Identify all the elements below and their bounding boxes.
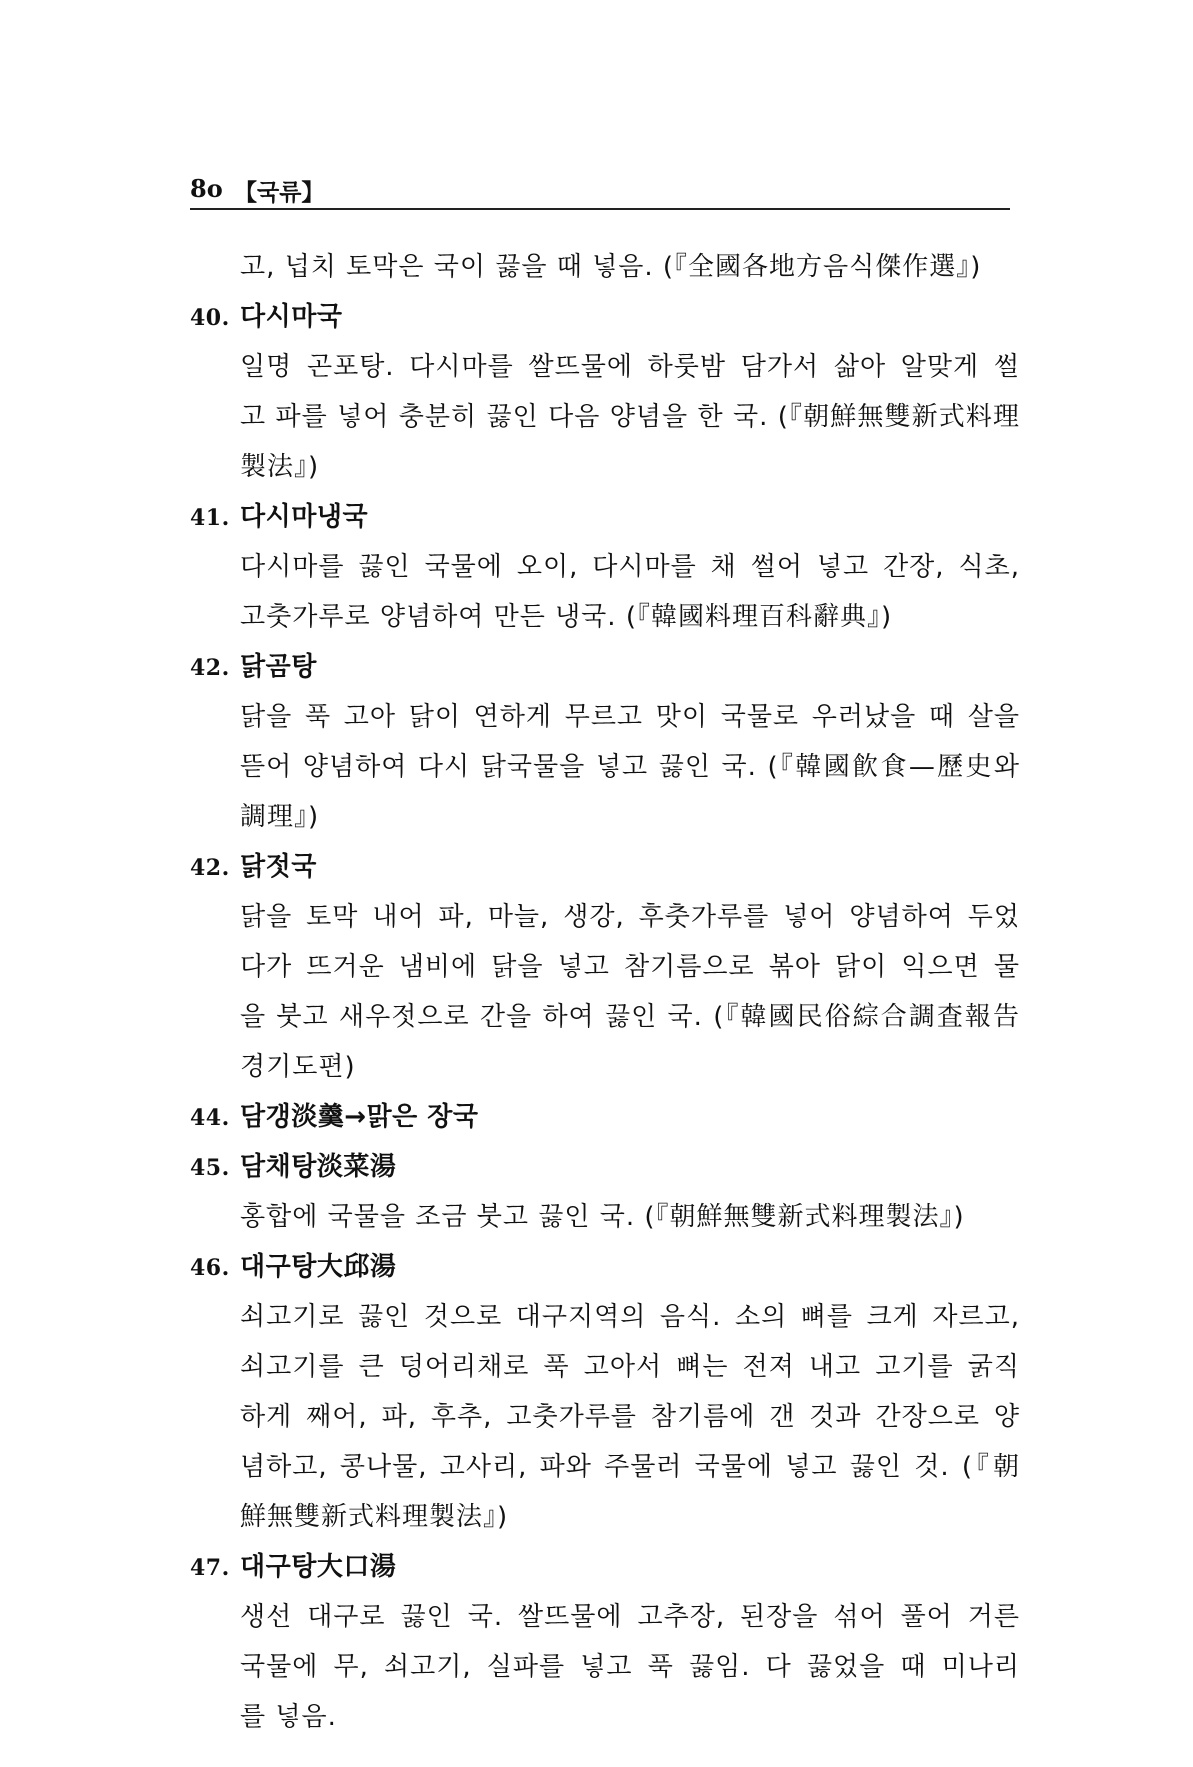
body-text-line: 고춧가루로 양념하여 만든 냉국. (『韓國料理百科辭典』) xyxy=(240,602,893,632)
entry-title: 닭젓국 xyxy=(240,852,317,882)
body-text-line: 하게 째어, 파, 후추, 고춧가루를 참기름에 갠 것과 간장으로 양 xyxy=(240,1402,1020,1432)
entry-number: 42. xyxy=(190,655,230,681)
section-title: 【국류】 xyxy=(234,180,325,206)
body-text-line: 경기도편) xyxy=(240,1052,356,1082)
body-text-line: 製法』) xyxy=(240,452,320,482)
body-text-line: 鮮無雙新式料理製法』) xyxy=(240,1502,509,1532)
body-text-line: 쇠고기를 큰 덩어리채로 푹 고아서 뼈는 전져 내고 고기를 굵직 xyxy=(240,1352,1020,1382)
body-text-line: 생선 대구로 끓인 국. 쌀뜨물에 고추장, 된장을 섞어 풀어 거른 xyxy=(240,1602,1020,1632)
body-text-line: 고, 넙치 토막은 국이 끓을 때 넣음. (『全國各地方음식傑作選』) xyxy=(240,252,982,282)
page-header xyxy=(190,170,1000,210)
body-text-line: 닭을 토막 내어 파, 마늘, 생강, 후춧가루를 넣어 양념하여 두었 xyxy=(240,902,1020,932)
entry-title: 닭곰탕 xyxy=(240,652,317,682)
page-content xyxy=(190,242,1020,1742)
entry-heading xyxy=(190,1142,1020,1192)
entry-heading xyxy=(190,1542,1020,1592)
entry-number: 47. xyxy=(190,1555,230,1581)
page-number: 8o xyxy=(190,174,223,203)
body-text-line: 고 파를 넣어 충분히 끓인 다음 양념을 한 국. (『朝鮮無雙新式料理 xyxy=(240,402,1020,432)
body-text-line: 다가 뜨거운 냄비에 닭을 넣고 참기름으로 볶아 닭이 익으면 물 xyxy=(240,952,1020,982)
body-text-line: 일명 곤포탕. 다시마를 쌀뜨물에 하룻밤 담가서 삶아 알맞게 썰 xyxy=(240,352,1020,382)
entry-heading xyxy=(190,642,1020,692)
entry-number: 45. xyxy=(190,1155,230,1181)
entry-heading xyxy=(190,1092,1020,1142)
entry-number: 44. xyxy=(190,1105,230,1131)
body-text-line: 쇠고기로 끓인 것으로 대구지역의 음식. 소의 뼈를 크게 자르고, xyxy=(240,1302,1020,1332)
body-text-line: 을 붓고 새우젓으로 간을 하여 끓인 국. (『韓國民俗綜合調査報告 xyxy=(240,1002,1020,1032)
body-text-line: 뜯어 양념하여 다시 닭국물을 넣고 끓인 국. (『韓國飮食—歷史와 xyxy=(240,752,1020,782)
body-text-line: 닭을 푹 고아 닭이 연하게 무르고 맛이 국물로 우러났을 때 살을 xyxy=(240,702,1020,732)
entry-number: 42. xyxy=(190,855,230,881)
entry-title: 다시마냉국 xyxy=(240,502,369,532)
body-text-line: 를 넣음. xyxy=(240,1702,337,1732)
entry-heading xyxy=(190,842,1020,892)
entry-heading xyxy=(190,1242,1020,1292)
entry-number: 40. xyxy=(190,305,230,331)
body-text-line: 국물에 무, 쇠고기, 실파를 넣고 푹 끓임. 다 끓었을 때 미나리 xyxy=(240,1652,1020,1682)
body-text-line: 홍합에 국물을 조금 붓고 끓인 국. (『朝鮮無雙新式料理製法』) xyxy=(240,1202,965,1232)
header-rule xyxy=(190,208,1010,210)
entry-title: 담갱淡羹→맑은 장국 xyxy=(240,1102,479,1132)
body-text-line: 調理』) xyxy=(240,802,320,832)
entry-title: 다시마국 xyxy=(240,302,343,332)
entry-title: 담채탕淡菜湯 xyxy=(240,1152,397,1182)
body-text-line: 다시마를 끓인 국물에 오이, 다시마를 채 썰어 넣고 간장, 식초, xyxy=(240,552,1020,582)
body-text-line: 념하고, 콩나물, 고사리, 파와 주물러 국물에 넣고 끓인 것. (『朝 xyxy=(240,1452,1020,1482)
entry-number: 46. xyxy=(190,1255,230,1281)
entry-title: 대구탕大邱湯 xyxy=(240,1252,397,1282)
entry-title: 대구탕大口湯 xyxy=(240,1552,397,1582)
entry-heading xyxy=(190,492,1020,542)
entry-heading xyxy=(190,292,1020,342)
entry-number: 41. xyxy=(190,505,230,531)
